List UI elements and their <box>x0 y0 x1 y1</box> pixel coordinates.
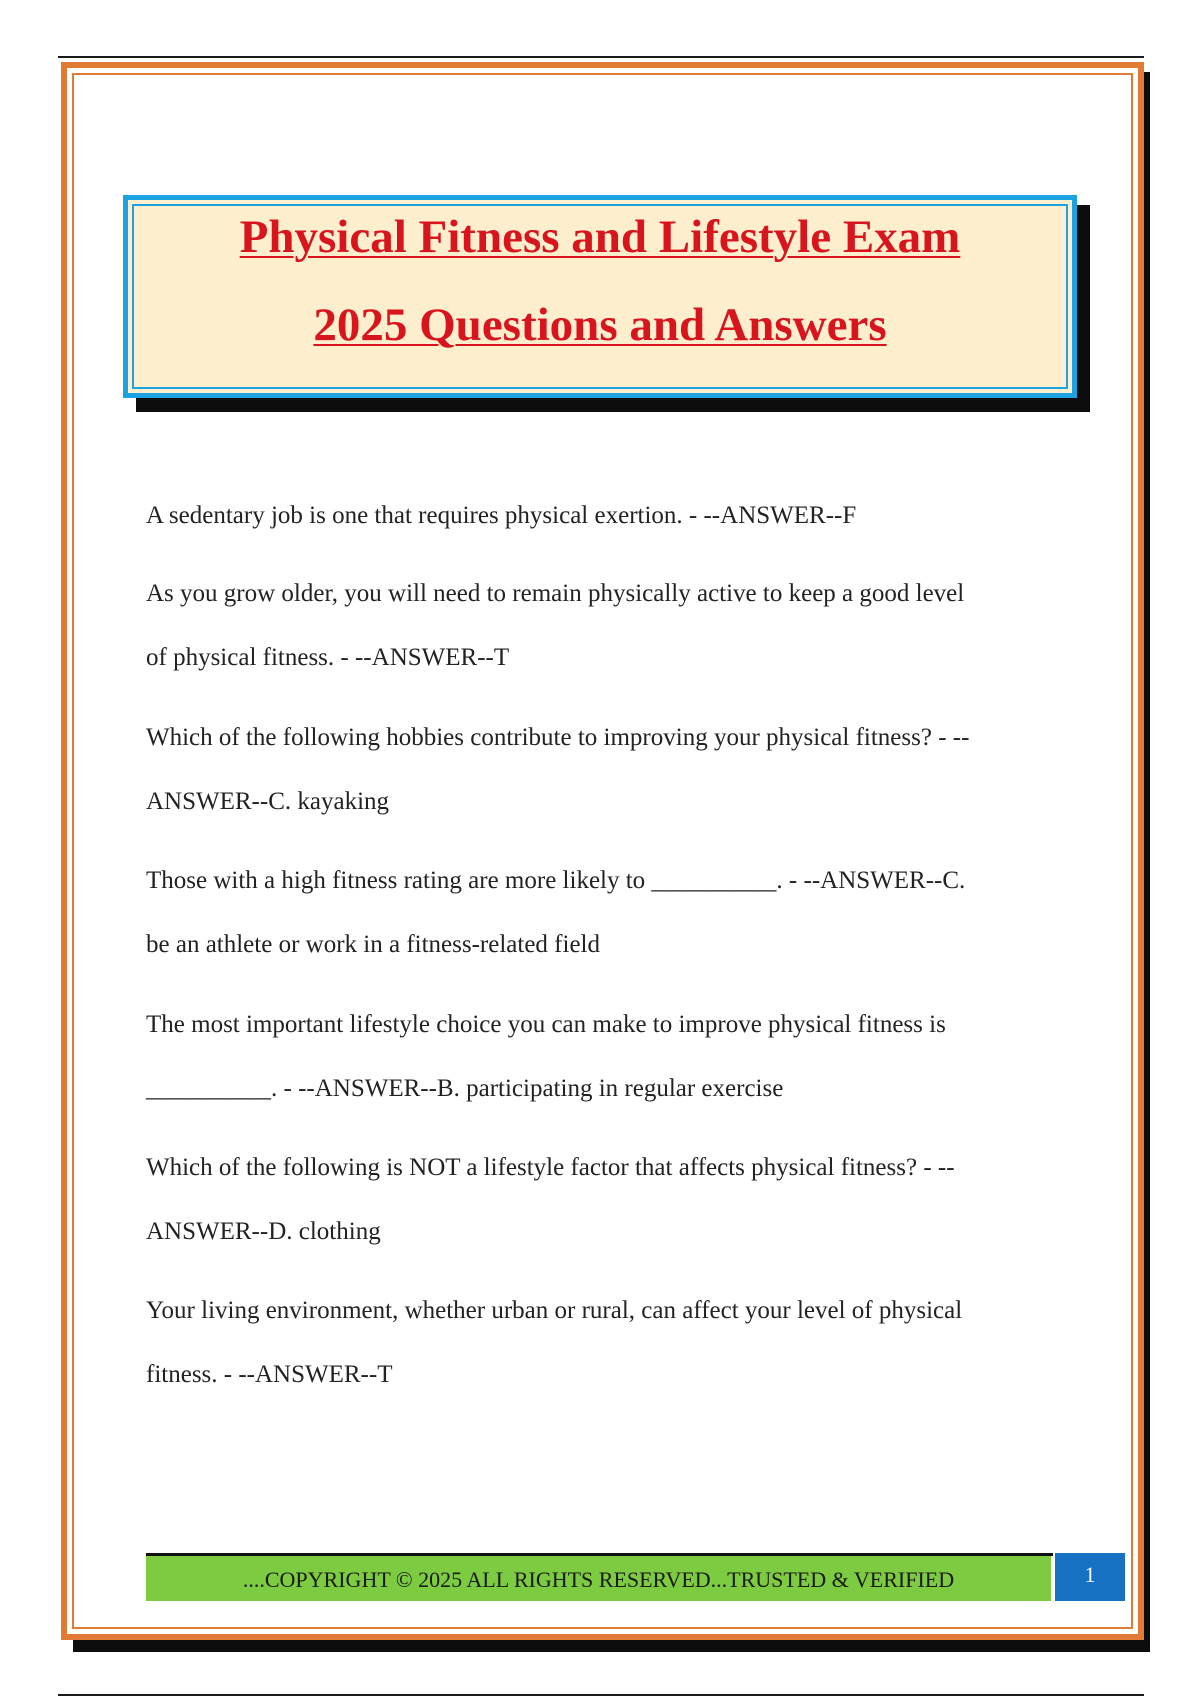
question-text: be an athlete or work in a fitness-related field <box>146 931 600 958</box>
question-text: Which of the following is NOT a lifestyle factor that affects physical fitness? - -- <box>146 1154 955 1181</box>
top-rule <box>58 56 1144 58</box>
bottom-rule <box>58 1694 1144 1696</box>
title-box <box>123 195 1077 398</box>
qa-item <box>146 993 1046 1121</box>
qa-item <box>146 1136 1046 1264</box>
question-text: Your living environment, whether urban or rural, can affect your level of physical <box>146 1297 963 1324</box>
page-number: 1 <box>1055 1553 1125 1601</box>
qa-item <box>146 706 1046 834</box>
document-title-line-1: Physical Fitness and Lifestyle Exam <box>239 211 961 263</box>
question-text: fitness. - --ANSWER--T <box>146 1361 393 1388</box>
question-text: As you grow older, you will need to remain physically active to keep a good level <box>146 580 965 607</box>
question-text: Which of the following hobbies contribute to improving your physical fitness? - -- <box>146 724 970 751</box>
question-text: The most important lifestyle choice you can make to improve physical fitness is <box>146 1011 946 1038</box>
footer-copyright: ....COPYRIGHT © 2025 ALL RIGHTS RESERVED...TRUSTED & VERIFIED <box>146 1556 1051 1601</box>
qa-item <box>146 1279 1046 1407</box>
question-text: Those with a high fitness rating are more likely to __________. - --ANSWER--C. <box>146 867 966 894</box>
document-title-line-2: 2025 Questions and Answers <box>313 299 887 351</box>
question-text: ANSWER--C. kayaking <box>146 788 390 815</box>
qa-item <box>146 484 1046 548</box>
question-text: __________. - --ANSWER--B. participating in regular exercise <box>146 1075 784 1102</box>
question-text: ANSWER--D. clothing <box>146 1218 381 1245</box>
qa-item <box>146 562 1046 690</box>
question-text: A sedentary job is one that requires physical exertion. - --ANSWER--F <box>146 502 857 529</box>
question-text: of physical fitness. - --ANSWER--T <box>146 644 510 671</box>
qa-item <box>146 849 1046 977</box>
